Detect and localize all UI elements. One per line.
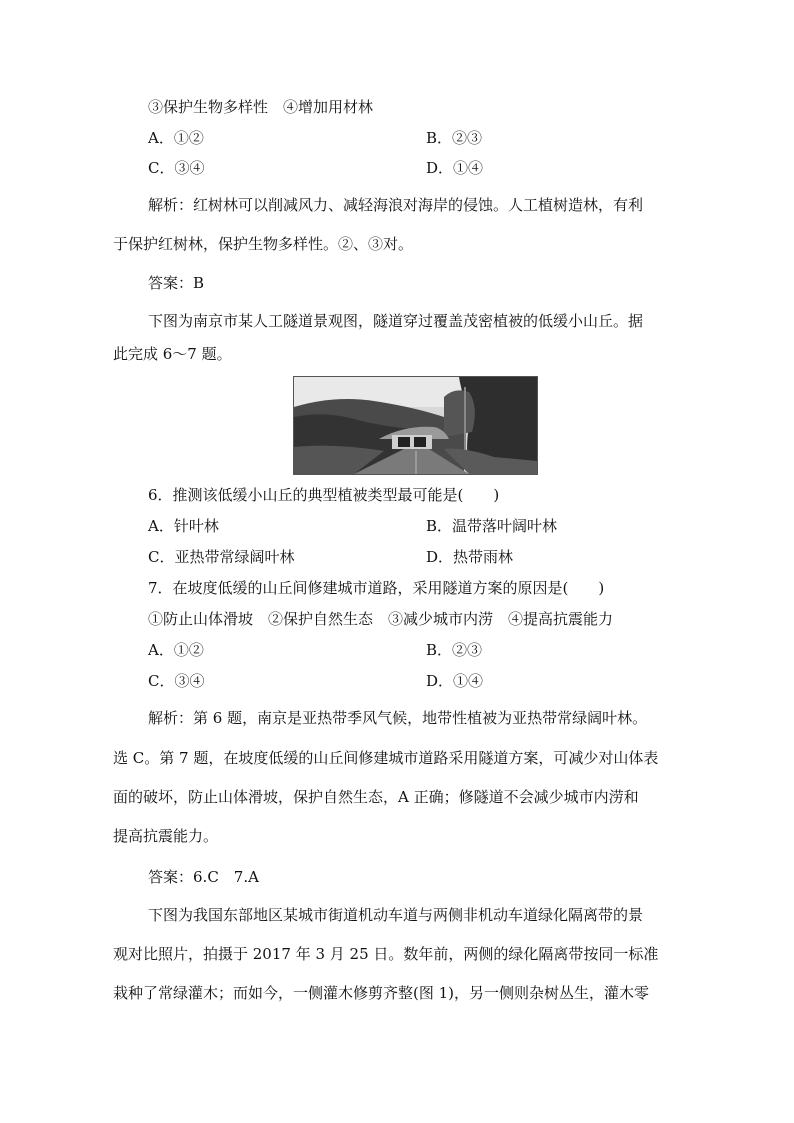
q6-choice-b[interactable] <box>426 516 557 536</box>
prev-choice-d[interactable] <box>426 158 483 178</box>
prev-choice-a[interactable] <box>148 128 204 148</box>
choice-text: ③④ <box>174 159 205 177</box>
choice-letter: C． <box>148 159 175 177</box>
prev-analysis-line1 <box>148 195 643 215</box>
q6-choice-c[interactable] <box>148 547 295 567</box>
q6-stem: 6．推测该低缓小山丘的典型植被类型最可能是( ) <box>148 486 500 504</box>
choice-letter: C． <box>148 548 175 566</box>
tunnel-photo <box>293 376 538 475</box>
answer-value: B <box>193 274 205 292</box>
choice-letter: B． <box>426 517 453 535</box>
analysis-label: 解析： <box>148 196 194 214</box>
choice-text: ①④ <box>453 159 484 177</box>
choice-letter: A． <box>148 129 174 147</box>
passage2-line3: 栽种了常绿灌木；而如今，一侧灌木修剪齐整(图 1)，另一侧则杂树丛生，灌木零 <box>113 984 650 1002</box>
q7-options-line: ①防止山体滑坡 ②保护自然生态 ③减少城市内涝 ④提高抗震能力 <box>148 610 614 628</box>
analysis-label: 解析： <box>148 709 194 727</box>
analysis-text: 红树林可以削减风力、减轻海浪对海岸的侵蚀。人工植树造林，有利 <box>193 196 644 214</box>
tunnel-photo-drawing <box>294 377 537 474</box>
q7-choice-c[interactable] <box>148 671 205 691</box>
analysis67-line2: 选 C。第 7 题，在坡度低缓的山丘间修建城市道路采用隧道方案，可减少对山体表 <box>113 749 659 767</box>
q7-choice-a[interactable] <box>148 640 204 660</box>
choice-letter: A． <box>148 641 174 659</box>
q7-stem: 7．在坡度低缓的山丘间修建城市道路，采用隧道方案的原因是( ) <box>148 579 605 597</box>
choice-text: 热带雨林 <box>453 548 514 566</box>
answer67 <box>148 867 259 887</box>
prev-choice-b[interactable] <box>426 128 482 148</box>
choice-letter: B． <box>426 129 453 147</box>
prev-answer <box>148 273 204 293</box>
choice-letter: D． <box>426 159 454 177</box>
answer-label: 答案： <box>148 274 194 292</box>
passage-line1: 下图为南京市某人工隧道景观图，隧道穿过覆盖茂密植被的低缓小山丘。据 <box>148 312 644 330</box>
q6-choice-a[interactable] <box>148 516 219 536</box>
passage2-line1: 下图为我国东部地区某城市街道机动车道与两侧非机动车道绿化隔离带的景 <box>148 906 644 924</box>
choice-text: ②③ <box>452 129 483 147</box>
q6-choice-d[interactable] <box>426 547 513 567</box>
choice-letter: B． <box>426 641 453 659</box>
choice-text: 亚热带常绿阔叶林 <box>174 548 295 566</box>
choice-text: ①② <box>173 641 204 659</box>
choice-letter: C． <box>148 672 175 690</box>
answer-label: 答案： <box>148 868 194 886</box>
answer-value: 6.C 7.A <box>193 868 259 886</box>
choice-text: ②③ <box>452 641 483 659</box>
choice-text: 温带落叶阔叶林 <box>452 517 558 535</box>
passage-line2: 此完成 6～7 题。 <box>113 345 232 363</box>
choice-letter: A． <box>148 517 174 535</box>
q7-choice-d[interactable] <box>426 671 483 691</box>
q7-choice-b[interactable] <box>426 640 482 660</box>
prev-analysis-line2: 于保护红树林，保护生物多样性。②、③对。 <box>113 235 414 253</box>
choice-text: ③④ <box>174 672 205 690</box>
choice-letter: D． <box>426 672 454 690</box>
choice-letter: D． <box>426 548 454 566</box>
choice-text: ①④ <box>453 672 484 690</box>
analysis67-line1 <box>148 708 647 728</box>
prev-options-line: ③保护生物多样性 ④增加用材林 <box>148 98 374 116</box>
analysis67-line4: 提高抗震能力。 <box>113 827 219 845</box>
passage2-line2: 观对比照片，拍摄于 2017 年 3 月 25 日。数年前，两侧的绿化隔离带按同一标准 <box>113 945 659 963</box>
choice-text: ①② <box>173 129 204 147</box>
analysis-text: 第 6 题，南京是亚热带季风气候，地带性植被为亚热带常绿阔叶林。 <box>193 709 648 727</box>
choice-text: 针叶林 <box>173 517 219 535</box>
analysis67-line3: 面的破坏，防止山体滑坡，保护自然生态，A 正确；修隧道不会减少城市内涝和 <box>113 788 639 806</box>
prev-choice-c[interactable] <box>148 158 205 178</box>
